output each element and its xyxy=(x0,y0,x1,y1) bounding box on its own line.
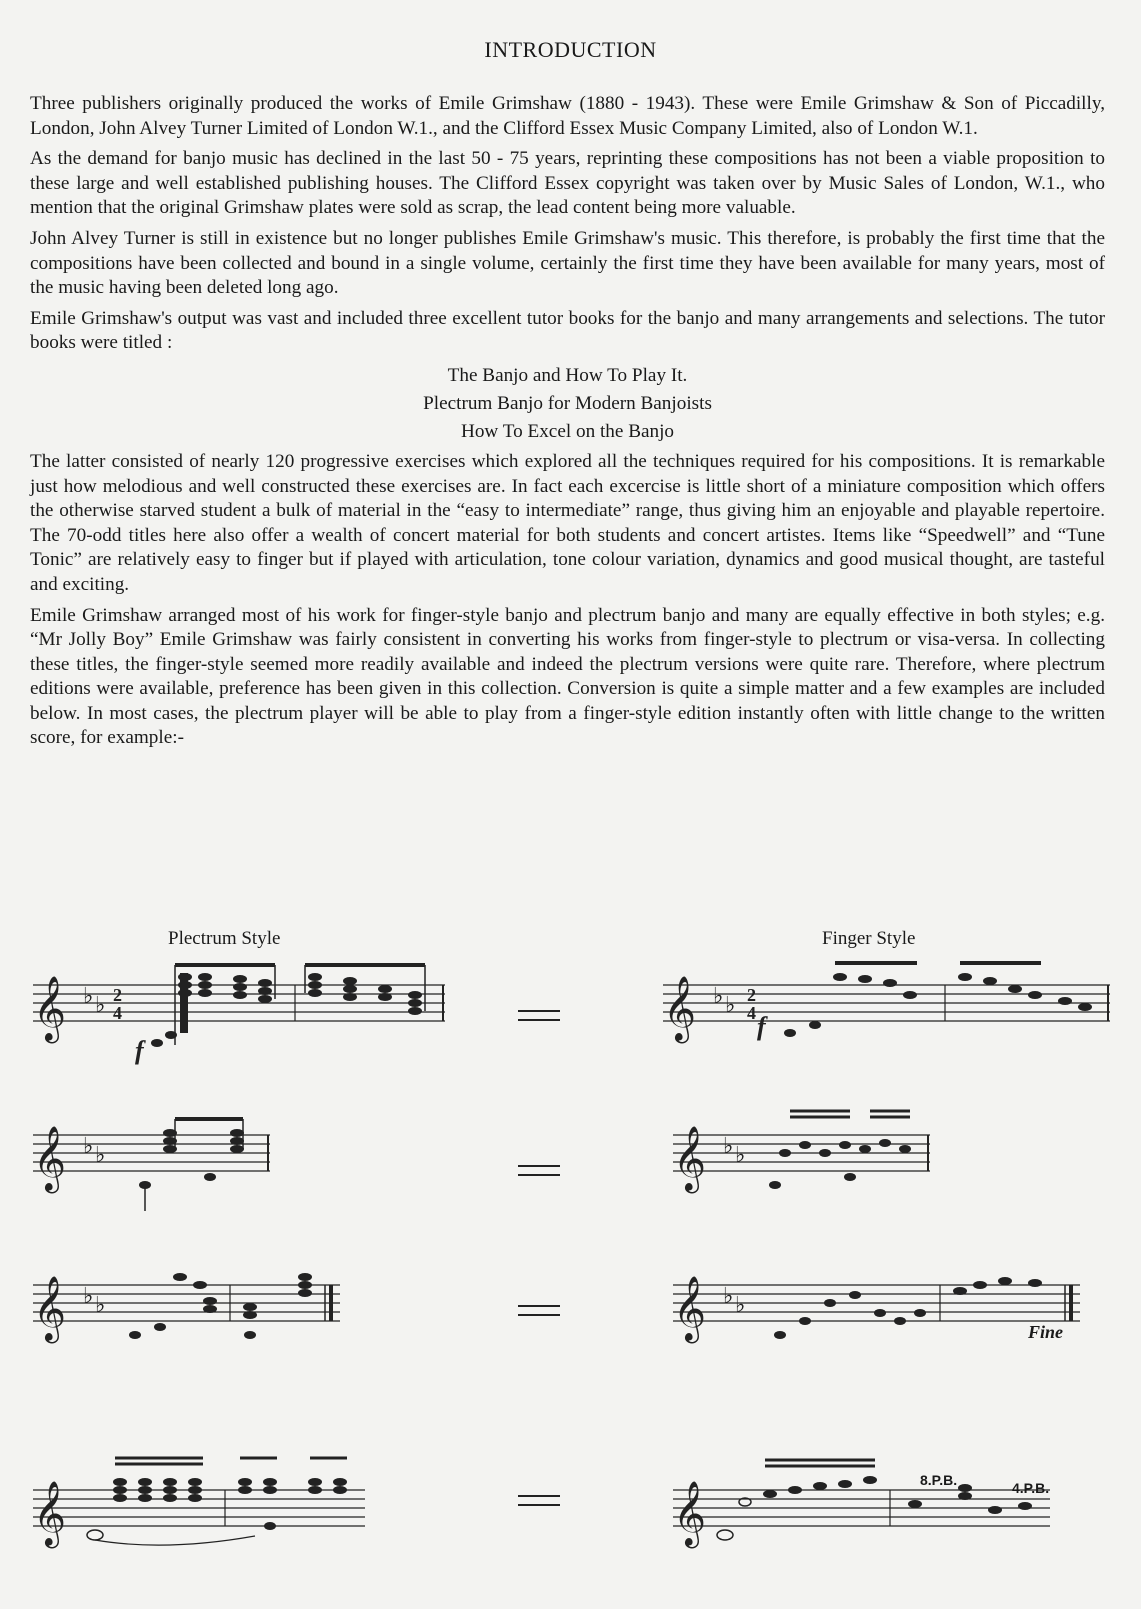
music-staff-finger-2 xyxy=(665,1105,935,1215)
svg-text:♭: ♭ xyxy=(723,1283,734,1308)
music-staff-plectrum-4 xyxy=(25,1440,370,1560)
paragraph: Emile Grimshaw's output was vast and included three excellent tutor books for the banjo and many arrangements and selections. The tutor books were titled : xyxy=(30,307,1105,354)
finger-style-label: Finger Style xyxy=(822,928,916,949)
paragraph: The latter consisted of nearly 120 progressive exercises which explored all the techniques required for his compositions. It is remarkable just how melodious and well constructed these exercises are. In fact each excercise is little short of a miniature composition which offers the otherwise starved student a bulk of material in the “easy to intermediate” range, thus giving him an enjoyable and playable repertoire. The 70-odd titles here also offer a wealth of concert material for both students and concert artistes. Items like “Speedwell” and “Tune Tonic” are relatively easy to finger but if played with articulation, tone colour variation, dynamics and good musical thought, are tasteful and exciting. xyxy=(30,450,1105,595)
svg-text:𝄞: 𝄞 xyxy=(33,976,67,1041)
position-mark: 8.P.B. xyxy=(920,1472,958,1488)
dynamic-mark: f xyxy=(757,1012,766,1041)
tutor-book-title: How To Excel on the Banjo xyxy=(460,420,675,442)
paragraph: Three publishers originally produced the works of Emile Grimshaw (1880 - 1943). These were Emile Grimshaw & Son of Piccadilly, London, John Alvey Turner Limited of London W.1., and the Clifford Essex Music Company Limited, also of London W.1. xyxy=(30,93,1105,139)
svg-text:♭: ♭ xyxy=(725,992,736,1017)
svg-text:♭: ♭ xyxy=(83,983,94,1008)
music-staff-finger-3 xyxy=(665,1255,1085,1365)
svg-text:♭: ♭ xyxy=(83,1283,94,1308)
tutor-book-list xyxy=(30,362,1105,446)
svg-text:𝄞: 𝄞 xyxy=(33,1126,67,1191)
svg-text:4: 4 xyxy=(747,1003,756,1023)
svg-text:4: 4 xyxy=(113,1003,122,1023)
music-staff-finger-1 xyxy=(655,955,1110,1070)
tutor-book-title: The Banjo and How To Play It. xyxy=(447,364,688,386)
svg-text:𝄞: 𝄞 xyxy=(663,976,697,1041)
plectrum-style-label: Plectrum Style xyxy=(168,928,281,949)
fine-marking: Fine xyxy=(1028,1322,1064,1342)
svg-text:𝄞: 𝄞 xyxy=(673,1126,707,1191)
svg-text:𝄞: 𝄞 xyxy=(33,1481,67,1546)
equals-sign xyxy=(518,1010,560,1022)
svg-text:♭: ♭ xyxy=(95,992,106,1017)
svg-text:2: 2 xyxy=(113,985,122,1005)
equals-sign xyxy=(518,1495,560,1507)
svg-text:♭: ♭ xyxy=(95,1142,106,1167)
svg-text:𝄞: 𝄞 xyxy=(33,1276,67,1341)
svg-text:𝄞: 𝄞 xyxy=(673,1276,707,1341)
svg-text:♭: ♭ xyxy=(95,1292,106,1317)
tutor-book-title: Plectrum Banjo for Modern Banjoists xyxy=(423,392,712,414)
svg-text:𝄞: 𝄞 xyxy=(673,1481,707,1546)
svg-text:♭: ♭ xyxy=(83,1133,94,1158)
svg-text:♭: ♭ xyxy=(735,1142,746,1167)
music-staff-finger-4 xyxy=(665,1440,1055,1560)
equals-sign xyxy=(518,1305,560,1317)
equals-sign xyxy=(518,1165,560,1177)
svg-text:♭: ♭ xyxy=(735,1292,746,1317)
paragraph: Emile Grimshaw arranged most of his work for finger-style banjo and plectrum banjo and many are equally effective in both styles; e.g. “Mr Jolly Boy” Emile Grimshaw was fairly consistent in converting his works from finger-style to plectrum or visa-versa. In collecting these titles, the finger-style seemed more readily available and indeed the plectrum versions were quite rare. Therefore, where plectrum editions were available, preference has been given in this collection. Conversion is quite a simple matter and a few examples are included below. In most cases, the plectrum player will be able to play from a finger-style edition instantly often with little change to the written score, for example:- xyxy=(30,604,1105,749)
page-title: INTRODUCTION xyxy=(484,37,657,62)
music-staff-plectrum-1 xyxy=(25,955,445,1070)
music-staff-plectrum-3 xyxy=(25,1255,345,1365)
dynamic-mark: f xyxy=(135,1036,144,1065)
paragraph: As the demand for banjo music has declined in the last 50 - 75 years, reprinting these compositions has not been a viable proposition to these large and well established publishing houses. The Clifford Essex copyright was taken over by Music Sales of London, W.1., who mention that the original Grimshaw plates were sold as scrap, the lead content being more valuable. xyxy=(30,148,1105,219)
position-mark: 4.P.B. xyxy=(1012,1480,1050,1496)
paragraph: John Alvey Turner is still in existence but no longer publishes Emile Grimshaw's music. This therefore, is probably the first time that the compositions have been collected and bound in a single volume, certainly the first time they have been available for many years, most of the music having been deleted long ago. xyxy=(30,227,1105,299)
introduction-text xyxy=(30,92,1105,757)
svg-text:♭: ♭ xyxy=(723,1133,734,1158)
svg-text:♭: ♭ xyxy=(713,983,724,1008)
svg-text:2: 2 xyxy=(747,985,756,1005)
music-staff-plectrum-2 xyxy=(25,1115,275,1215)
